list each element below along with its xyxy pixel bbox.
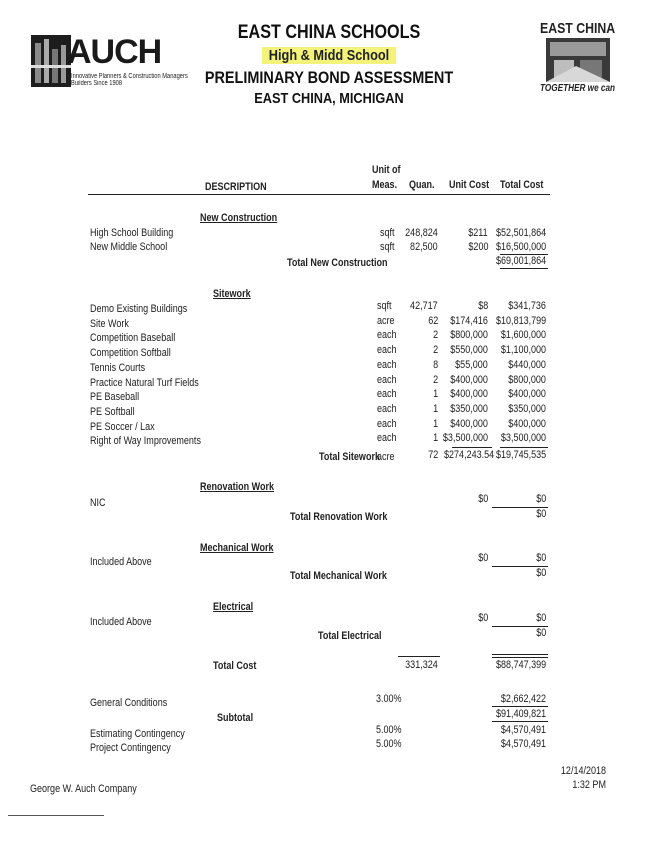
row-unit: each [377, 373, 397, 386]
row-quantity: 2 [432, 329, 438, 342]
col-description: DESCRIPTION [205, 181, 267, 193]
estimating-contingency-percent: 5.00% [376, 724, 402, 736]
subtotal-summary-rule [492, 706, 548, 707]
col-unit-line2: Meas. [372, 179, 398, 191]
row-description: PE Softball [90, 405, 135, 418]
row-unit: each [377, 358, 397, 371]
footer-rule [8, 815, 104, 816]
renovation-row-desc: NIC [90, 497, 106, 509]
row-total: $350,000 [508, 402, 546, 415]
total-cost: $88,747,399 [495, 659, 546, 671]
row-description: Site Work [90, 317, 129, 330]
sitework-unit-cost-rule [452, 447, 492, 448]
total-sitework-quantity: 72 [427, 449, 438, 461]
table-row [0, 432, 658, 446]
auch-building-icon [31, 35, 71, 87]
row-total: $3,500,000 [500, 432, 546, 445]
total-qty-rule [398, 656, 440, 657]
subtotal-label: Subtotal [217, 712, 254, 724]
mechanical-row-desc: Included Above [90, 556, 152, 568]
total-electrical-label: Total Electrical [318, 630, 382, 642]
row-unit-cost: $400,000 [450, 388, 488, 401]
mechanical-row-total: $0 [535, 552, 546, 564]
total-cost-rule [492, 654, 548, 655]
total-new-construction: $69,001,864 [495, 255, 546, 267]
general-conditions-label: General Conditions [90, 697, 168, 709]
row-unit: each [377, 388, 397, 401]
total-cost-rule-2 [492, 657, 548, 658]
row-unit: each [377, 329, 397, 342]
row-unit: sqft [377, 300, 392, 312]
electrical-unit-cost: $0 [477, 612, 488, 624]
total-sitework-unit-cost: $274,243.54 [443, 449, 494, 461]
section-heading-sitework: Sitework [213, 288, 251, 300]
table-row [0, 359, 658, 373]
row-total: $10,813,799 [495, 314, 546, 327]
general-conditions-percent: 3.00% [376, 693, 402, 705]
table-row [0, 388, 658, 402]
school-subtitle [185, 47, 474, 64]
project-contingency-label: Project Contingency [90, 742, 171, 754]
row-quantity: 1 [432, 402, 438, 415]
row-description: Right of Way Improvements [90, 435, 201, 448]
row-total: $400,000 [508, 417, 546, 430]
auch-logo [31, 33, 188, 87]
row-description: Competition Softball [90, 347, 171, 360]
electrical-row-desc: Included Above [90, 616, 152, 628]
row-unit: each [377, 402, 397, 415]
total-cost-label: Total Cost [213, 660, 257, 672]
row-quantity: 8 [432, 358, 438, 371]
total-renovation: $0 [535, 508, 546, 520]
row-quantity: 1 [432, 432, 438, 445]
total-sitework: $19,745,535 [495, 449, 546, 461]
row-unit-cost: $3,500,000 [442, 432, 488, 445]
total-sitework-label: Total Sitework [319, 451, 380, 463]
row-total: $52,501,864 [495, 227, 546, 239]
print-date: 12/14/2018 [560, 765, 606, 777]
row-description: New Middle School [90, 241, 168, 253]
row-description: PE Soccer / Lax [90, 420, 155, 433]
row-unit-cost: $8 [477, 300, 488, 312]
sitework-total-rule [500, 447, 548, 448]
row-unit: sqft [380, 241, 395, 253]
row-description: Demo Existing Buildings [90, 303, 188, 315]
header-rule [88, 194, 550, 195]
section-heading-electrical: Electrical [213, 601, 254, 613]
row-quantity: 2 [432, 344, 438, 357]
general-conditions: $2,662,422 [500, 693, 546, 705]
table-row [0, 418, 658, 432]
project-contingency: $4,570,491 [500, 738, 546, 750]
table-row [0, 315, 658, 329]
table-row [0, 227, 658, 241]
mechanical-unit-cost: $0 [477, 552, 488, 564]
print-time: 1:32 PM [572, 779, 606, 791]
table-row [0, 241, 658, 255]
project-contingency-percent: 5.00% [376, 738, 402, 750]
row-unit: each [377, 432, 397, 445]
renovation-unit-cost: $0 [477, 493, 488, 505]
table-row [0, 374, 658, 388]
row-description: PE Baseball [90, 391, 140, 404]
section-heading-renovation: Renovation Work [200, 481, 275, 493]
school-title: EAST CHINA SCHOOLS [237, 22, 421, 43]
row-total: $800,000 [508, 373, 546, 386]
estimating-contingency-label: Estimating Contingency [90, 728, 185, 740]
col-quantity: Quan. [409, 179, 435, 191]
row-description: Practice Natural Turf Fields [90, 376, 199, 389]
row-unit: sqft [380, 227, 395, 239]
ec-logo-title: EAST CHINA [540, 20, 616, 37]
row-quantity: 1 [432, 388, 438, 401]
row-unit-cost: $211 [468, 227, 488, 239]
subtotal: $91,409,821 [495, 708, 546, 720]
row-unit: acre [377, 314, 395, 327]
highlighted-subtitle: High & Midd School [262, 47, 396, 64]
section-heading-new-construction: New Construction [200, 212, 278, 224]
total-renovation-label: Total Renovation Work [290, 511, 388, 523]
row-unit-cost: $550,000 [450, 344, 488, 357]
row-unit-cost: $800,000 [450, 329, 488, 342]
total-quantity: 331,324 [405, 659, 438, 671]
row-unit-cost: $400,000 [450, 417, 488, 430]
row-quantity: 1 [432, 417, 438, 430]
row-unit-cost: $200 [467, 241, 488, 253]
row-description: Tennis Courts [90, 361, 146, 374]
row-total: $400,000 [508, 388, 546, 401]
auch-tagline: Innovative Planners & Construction Managers [71, 73, 188, 80]
row-quantity: 2 [432, 373, 438, 386]
subtotal-bottom-rule [492, 721, 548, 722]
document-title: PRELIMINARY BOND ASSESSMENT [204, 68, 454, 87]
electrical-row-total: $0 [535, 612, 546, 624]
row-quantity: 62 [427, 314, 438, 327]
ec-logo-image-icon [546, 38, 610, 82]
row-description: Competition Baseball [90, 332, 176, 345]
company-name: George W. Auch Company [30, 783, 137, 795]
row-quantity: 42,717 [410, 300, 438, 312]
auch-logo-text: AUCH [67, 33, 162, 71]
east-china-logo [536, 20, 626, 95]
renovation-row-total: $0 [535, 493, 546, 505]
row-description: High School Building [90, 227, 174, 239]
row-quantity: 248,824 [405, 227, 438, 239]
total-electrical: $0 [535, 627, 546, 639]
location: EAST CHINA, MICHIGAN [254, 90, 404, 107]
ec-logo-tagline: TOGETHER we can [540, 83, 616, 94]
col-unit-line1: Unit of [372, 164, 401, 176]
table-row [0, 329, 658, 343]
col-total-cost: Total Cost [500, 179, 544, 191]
row-total: $16,500,000 [495, 241, 546, 253]
table-row [0, 344, 658, 358]
table-row [0, 403, 658, 417]
total-mechanical: $0 [535, 567, 546, 579]
estimating-contingency: $4,570,491 [500, 724, 546, 736]
row-unit: each [377, 417, 397, 430]
total-new-construction-label: Total New Construction [287, 257, 388, 269]
row-total: $341,736 [508, 300, 546, 312]
auch-tagline-2: Builders Since 1908 [71, 80, 123, 87]
row-unit-cost: $174,416 [450, 314, 488, 327]
row-unit-cost: $350,000 [450, 402, 488, 415]
row-total: $1,600,000 [500, 329, 546, 342]
total-sitework-unit: acre [377, 451, 395, 463]
col-unit-cost: Unit Cost [449, 179, 490, 191]
row-unit: each [377, 344, 397, 357]
section-rule [500, 268, 548, 269]
row-unit-cost: $55,000 [455, 358, 488, 371]
row-total: $440,000 [508, 358, 546, 371]
section-heading-mechanical: Mechanical Work [200, 542, 274, 554]
table-row [0, 300, 658, 314]
total-mechanical-label: Total Mechanical Work [290, 570, 387, 582]
row-quantity: 82,500 [410, 241, 438, 253]
row-total: $1,100,000 [500, 344, 546, 357]
row-unit-cost: $400,000 [450, 373, 488, 386]
